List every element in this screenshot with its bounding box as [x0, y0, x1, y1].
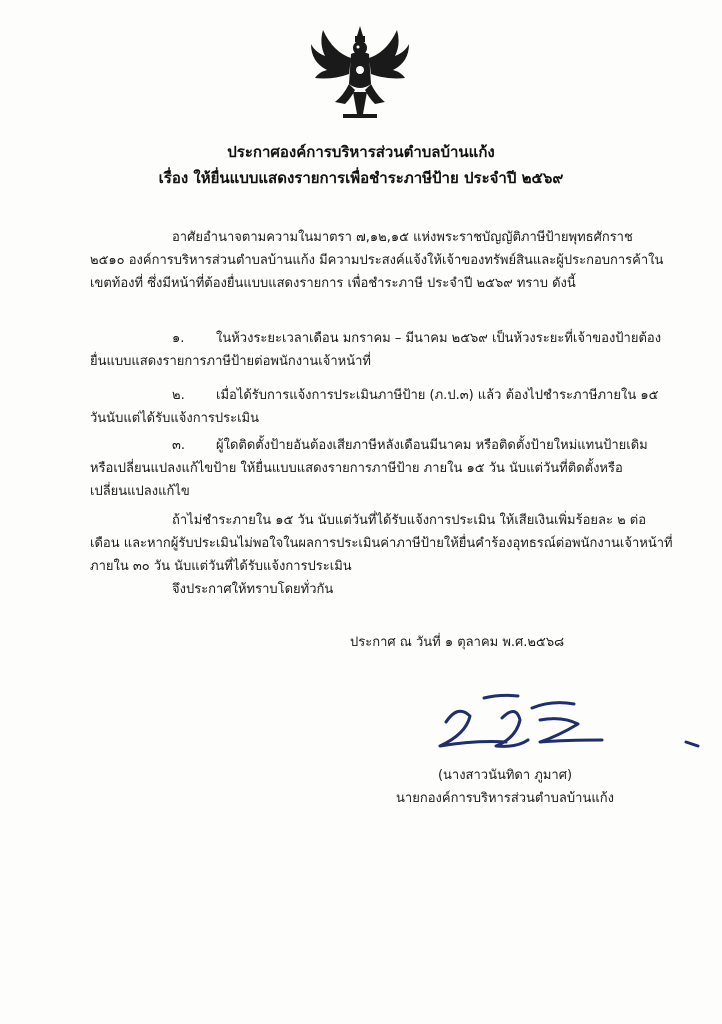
- item-text: เปลี่ยนแปลงแก้ไข: [90, 484, 190, 499]
- item-text: เมื่อได้รับการแจ้งการประเมินภาษีป้าย (ภ.ป.๓) แล้ว ต้องไปชำระภาษีภายใน ๑๕: [216, 388, 659, 403]
- closing-line: จึงประกาศให้ทราบโดยทั่วกัน: [172, 582, 334, 597]
- item-number: ๒.: [172, 388, 185, 403]
- intro-line: เขตท้องที่ ซึ่งมีหน้าที่ต้องยื่นแบบแสดงรายการ เพื่อชำระภาษี ประจำปี ๒๕๖๙ ทราบ ดังนี้: [90, 276, 576, 291]
- announcement-date: ประกาศ ณ วันที่ ๑ ตุลาคม พ.ศ.๒๕๖๘: [350, 635, 565, 650]
- item-number: ๓.: [172, 438, 186, 453]
- list-item: [90, 384, 659, 430]
- closing-paragraph: [90, 578, 650, 601]
- garuda-emblem-icon: [305, 22, 415, 122]
- item-text: ในห้วงระยะเวลาเดือน มกราคม – มีนาคม ๒๕๖๙ เป็นห้วงระยะที่เจ้าของป้ายต้อง: [216, 331, 662, 346]
- signer-name: (นางสาวนันทิดา ภูมาศ): [437, 768, 573, 783]
- item-text: หรือเปลี่ยนแปลงแก้ไขป้าย ให้ยื่นแบบแสดงรายการภาษีป้าย ภายใน ๑๕ วัน นับแต่วันที่ติดตั้งหรือ: [90, 461, 623, 476]
- list-item: [90, 434, 650, 503]
- item-text: ผู้ใดติดตั้งป้ายอันต้องเสียภาษีหลังเดือนมีนาคม หรือติดตั้งป้ายใหม่แทนป้ายเดิม: [216, 438, 648, 453]
- item-text: วันนับแต่ได้รับแจ้งการประเมิน: [90, 411, 259, 426]
- late-line: ถ้าไม่ชำระภายใน ๑๕ วัน นับแต่วันที่ได้รับแจ้งการประเมิน ให้เสียเงินเพิ่มร้อยละ ๒ ต่อ: [172, 513, 647, 528]
- late-line: เดือน และหากผู้รับประเมินไม่พอใจในผลการประเมินค่าภาษีป้ายให้ยื่นคำร้องอุทธรณ์ต่อพนักงานเจ้าหน้าที่: [90, 536, 673, 551]
- intro-paragraph: [90, 226, 664, 295]
- late-line: ภายใน ๓๐ วัน นับแต่วันที่ได้รับแจ้งการประเมิน: [90, 559, 352, 574]
- announcement-title: ประกาศองค์การบริหารส่วนตำบลบ้านแก้ง: [227, 143, 495, 161]
- intro-line: ๒๕๑๐ องค์การบริหารส่วนตำบลบ้านแก้ง มีความประสงค์แจ้งให้เจ้าของทรัพย์สินและผู้ประกอบการค้าใน: [90, 253, 664, 268]
- signature-icon: [436, 690, 706, 760]
- late-payment-paragraph: [90, 509, 673, 578]
- item-number: ๑.: [172, 331, 185, 346]
- intro-line: อาศัยอำนาจตามความในมาตรา ๗,๑๒,๑๕ แห่งพระราชบัญญัติภาษีป้ายพุทธศักราช: [172, 230, 633, 245]
- signer-position: นายกองค์การบริหารส่วนตำบลบ้านแก้ง: [396, 791, 614, 806]
- announcement-subject: เรื่อง ให้ยื่นแบบแสดงรายการเพื่อชำระภาษีป้าย ประจำปี ๒๕๖๙: [158, 169, 564, 187]
- list-item: [90, 327, 662, 373]
- item-text: ยื่นแบบแสดงรายการภาษีป้ายต่อพนักงานเจ้าหน้าที่: [90, 354, 371, 369]
